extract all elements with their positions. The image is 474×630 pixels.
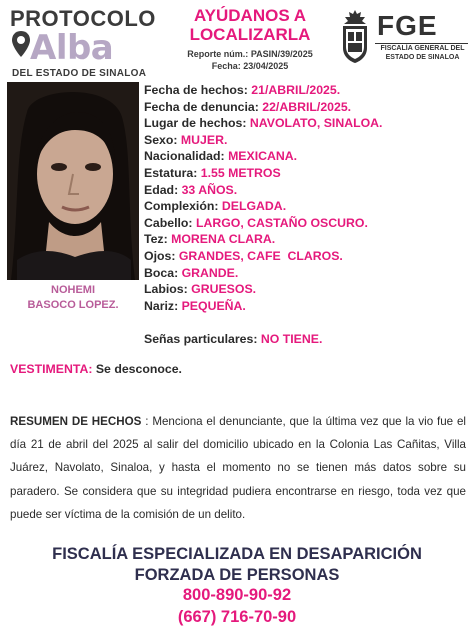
field-label: Sexo:: [144, 132, 178, 147]
fge-name-line1: FISCALÍA GENERAL DEL: [380, 45, 465, 52]
date-label: Fecha:: [211, 61, 241, 71]
date-value: 23/04/2025: [243, 61, 289, 71]
person-name-line1: NOHEMI: [51, 284, 95, 296]
alert-title-line1: AYÚDANOS A: [193, 6, 307, 25]
field-value: 33 AÑOS.: [181, 182, 238, 197]
field-nariz: [144, 298, 382, 315]
vestimenta-row: [10, 362, 182, 376]
vestimenta-value: Se desconoce.: [95, 362, 182, 376]
field-value: MUJER.: [180, 132, 228, 147]
field-cabello: [144, 215, 382, 232]
field-value: NO TIENE.: [260, 332, 323, 347]
summary-text: : Menciona el denunciante, que la última vez que la vio fue el día 21 de abril del 2025 al salir del domicilio ubicado en la Colonia Las Cañitas, Villa Juárez, Navolato, Sinaloa, y hasta el momento no se tienen más datos sobre su paradero. Se considera que su integridad pudiera encontrarse en riesgo, toda vez que puede ser víctima de la comisión de un delito.: [10, 415, 467, 521]
field-edad: [144, 182, 382, 199]
report-date: [160, 61, 340, 71]
report-number: [160, 49, 340, 59]
field-label: Edad:: [144, 182, 179, 197]
field-senas: [144, 331, 382, 348]
field-sexo: [144, 132, 382, 149]
field-value: 21/ABRIL/2025.: [251, 83, 341, 97]
field-label: Estatura:: [144, 165, 198, 180]
logo-protocolo-text: PROTOCOLO: [10, 6, 156, 31]
vestimenta-label: VESTIMENTA:: [10, 362, 93, 376]
footer-line2: FORZADA DE PERSONAS: [134, 566, 340, 584]
phone-number-1: 800-890-90-92: [182, 586, 292, 604]
field-label: Boca:: [144, 265, 179, 280]
field-value: 22/ABRIL/2025.: [262, 99, 352, 114]
field-label: Complexión:: [144, 199, 219, 214]
field-value: NAVOLATO, SINALOA.: [249, 116, 383, 131]
fge-name-line2: ESTADO DE SINALOA: [385, 53, 460, 61]
field-label: Labios:: [144, 282, 188, 297]
report-label: Reporte núm.:: [187, 49, 249, 59]
phone-number-2: (667) 716-70-90: [177, 608, 297, 626]
field-value: DELGADA.: [221, 199, 287, 214]
person-name-line2: BASOCO LOPEZ.: [27, 299, 119, 311]
field-label: Ojos:: [144, 248, 176, 263]
field-nacionalidad: [144, 148, 382, 165]
field-value: MORENA CLARA.: [171, 232, 276, 247]
field-value: LARGO, CASTAÑO OSCURO.: [195, 215, 368, 230]
field-label: Tez:: [144, 232, 168, 247]
field-value: GRUESOS.: [191, 282, 257, 297]
field-label: Señas particulares:: [144, 332, 258, 347]
missing-person-photo: [7, 82, 139, 280]
agency-footer: [0, 544, 474, 586]
field-label: Lugar de hechos:: [144, 116, 247, 131]
footer-line1: FISCALÍA ESPECIALIZADA EN DESAPARICIÓN: [52, 545, 422, 563]
fge-full-name: [375, 45, 470, 62]
person-name: [10, 283, 136, 313]
location-pin-icon: [10, 30, 32, 58]
person-details: [144, 82, 382, 348]
field-label: Nariz:: [144, 298, 179, 313]
field-tez: [144, 231, 382, 248]
field-label: Fecha de denuncia:: [144, 99, 259, 114]
alert-title: [170, 6, 330, 44]
state-seal-icon: [340, 8, 370, 64]
alert-title-line2: LOCALIZARLA: [189, 25, 311, 44]
logo-estado-text: DEL ESTADO DE SINALOA: [12, 68, 147, 79]
field-complexion: [144, 198, 382, 215]
field-fecha-denuncia: [144, 99, 382, 116]
fge-divider: [375, 43, 468, 44]
field-value: 1.55 METROS: [200, 165, 281, 180]
field-label: Fecha de hechos:: [144, 83, 248, 97]
field-value: MEXICANA.: [228, 149, 298, 164]
field-ojos: [144, 248, 382, 265]
field-boca: [144, 265, 382, 282]
field-value: PEQUEÑA.: [181, 298, 246, 313]
field-estatura: [144, 165, 382, 182]
field-lugar-hechos: [144, 115, 382, 132]
logo-alba-text: Alba: [30, 28, 114, 68]
field-label: Nacionalidad:: [144, 149, 225, 164]
field-labios: [144, 281, 382, 298]
summary-label: RESUMEN DE HECHOS: [10, 415, 142, 428]
field-value: GRANDE.: [181, 265, 239, 280]
fge-acronym: FGE: [377, 10, 438, 41]
field-value: GRANDES, CAFE CLAROS.: [178, 248, 343, 263]
field-label: Cabello:: [144, 215, 193, 230]
case-summary: [10, 410, 466, 526]
report-value: PASIN/39/2025: [250, 49, 313, 59]
field-fecha-hechos: [144, 82, 382, 99]
